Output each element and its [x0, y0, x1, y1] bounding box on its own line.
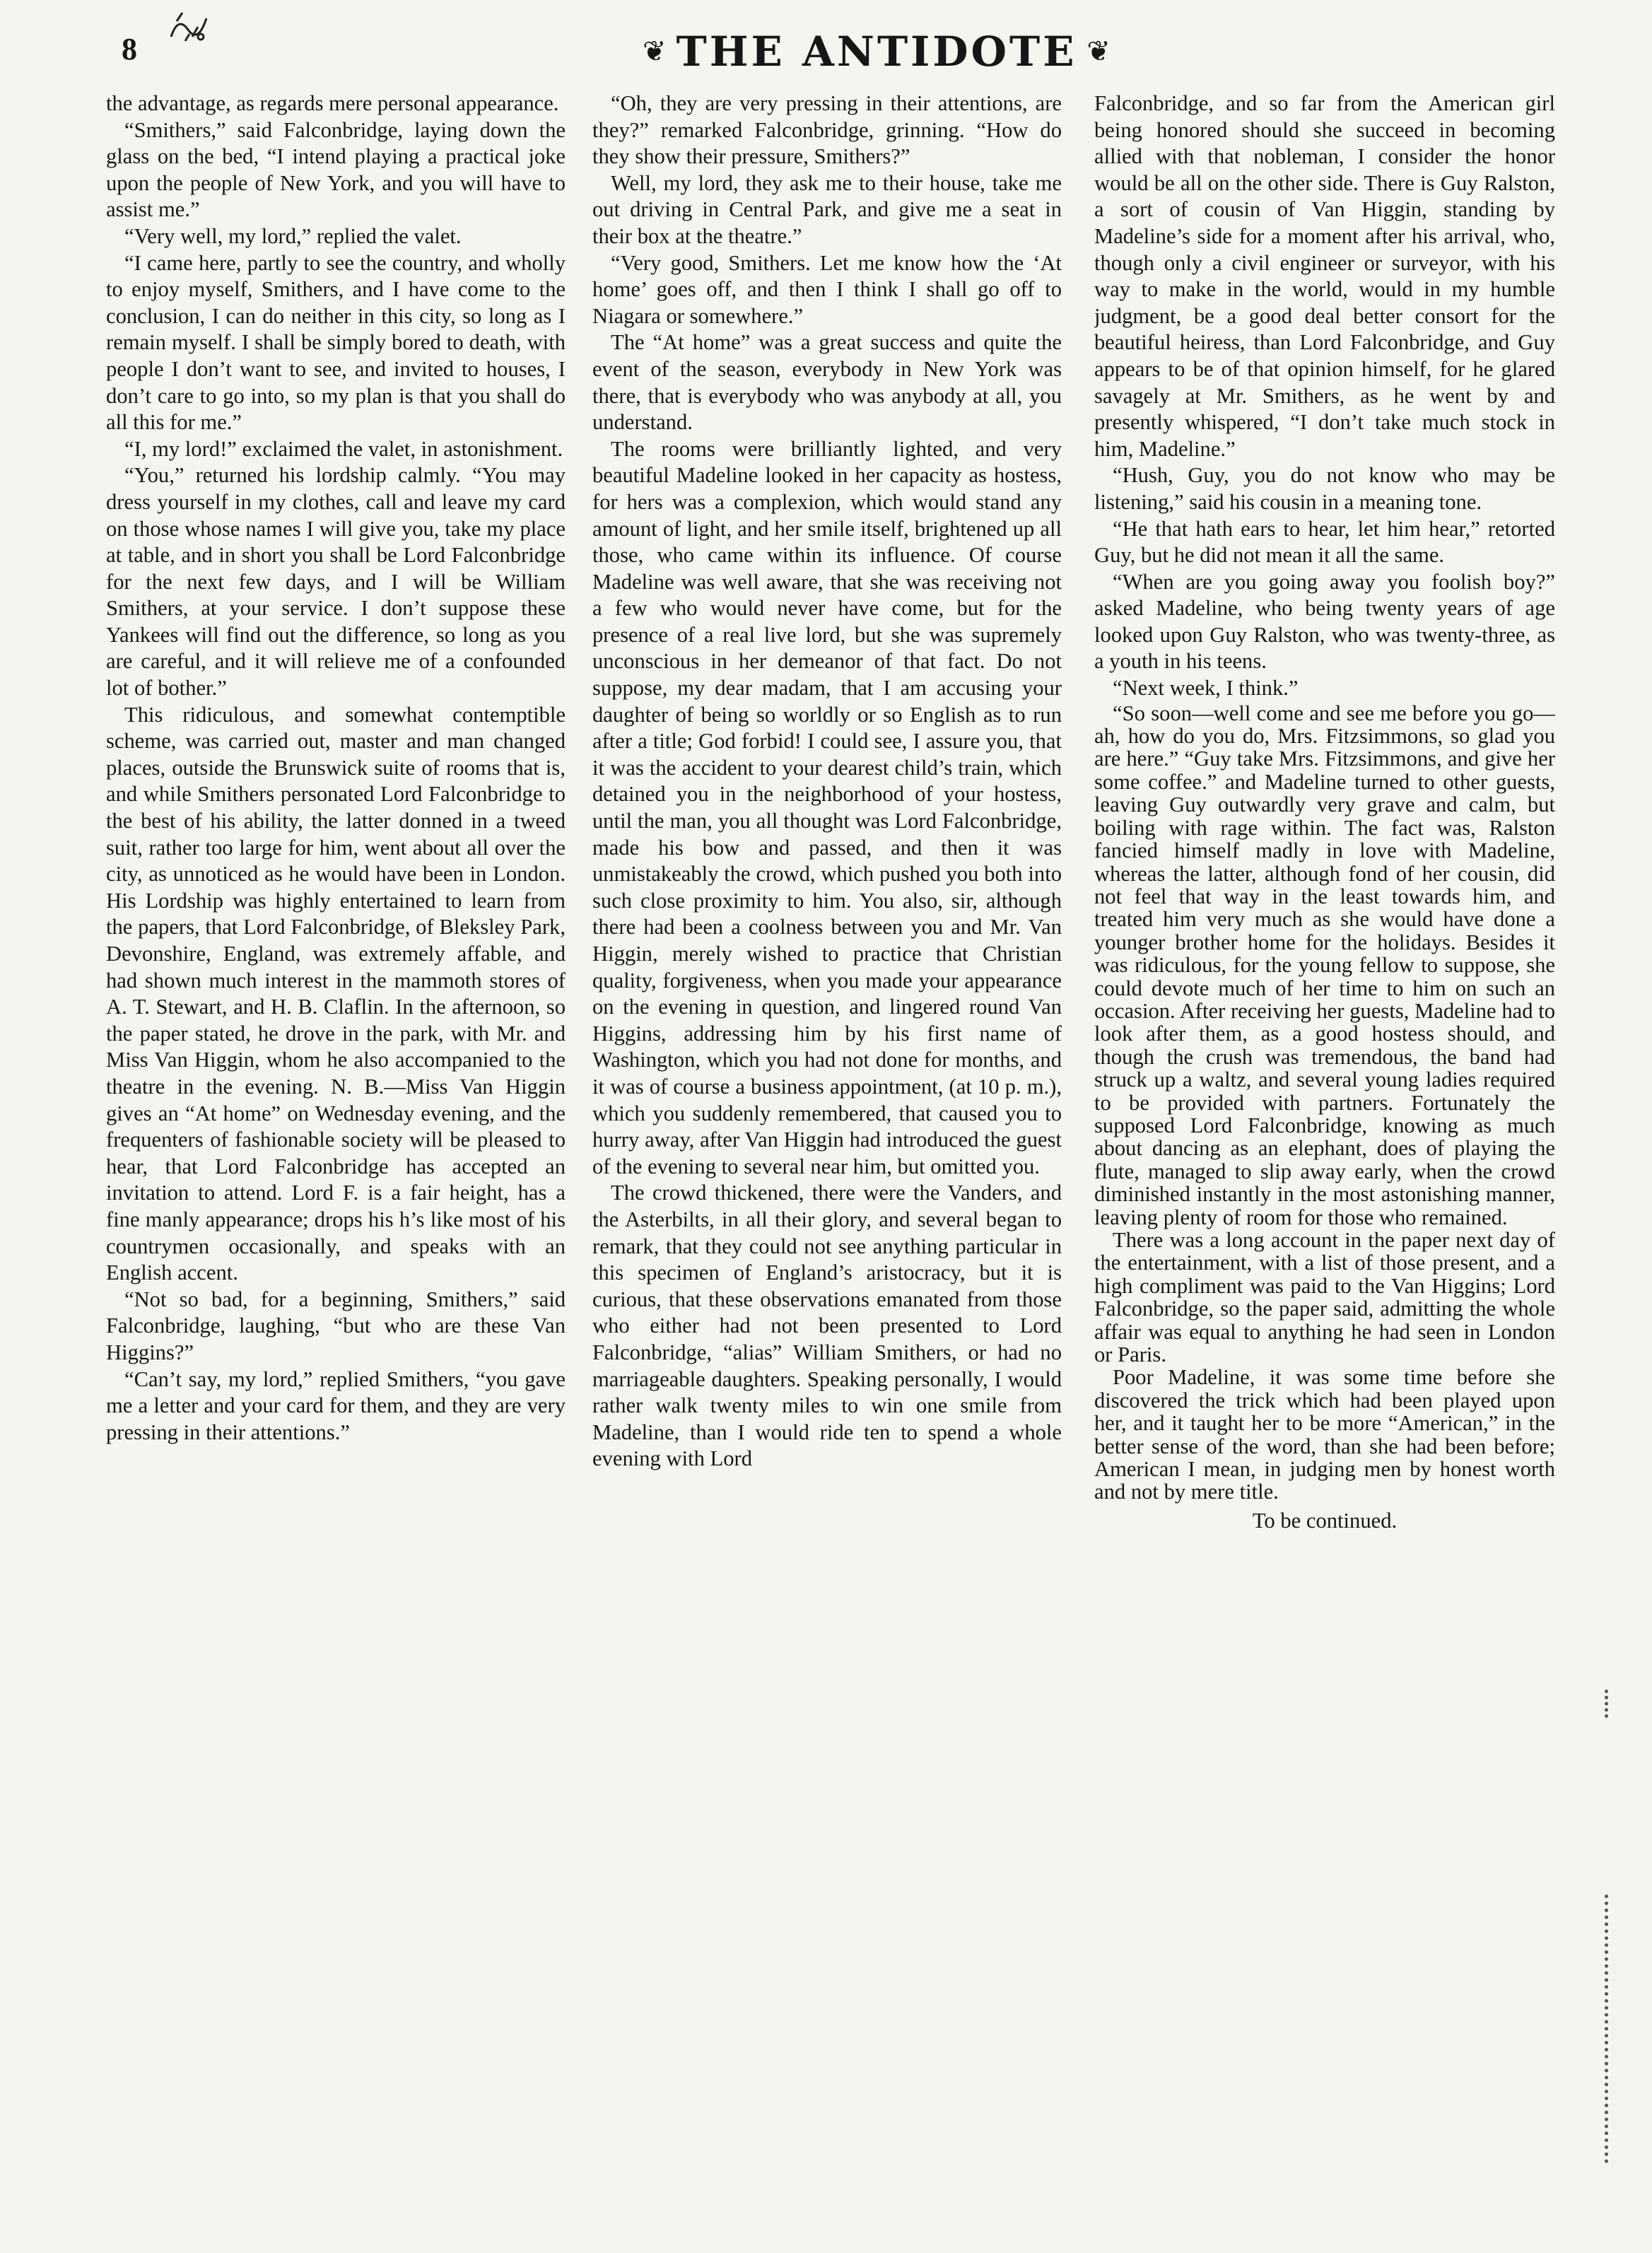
paragraph: “When are you going away you foolish boy?” asked Madeline, who being twenty years of age looked upon Guy Ralston, who was twenty-three, as a youth in his teens.	[1094, 569, 1555, 674]
paragraph: The rooms were brilliantly lighted, and very beautiful Madeline looked in her capacity as hostess, for hers was a complexion, which would stand any amount of light, and her smile itself, brightened up all those, who came within its influence. Of course Madeline was well aware, that she was receiving not a few who would never have come, but for the presence of a real live lord, but she was supremely unconscious in her demeanor of that fact. Do not suppose, my dear madam, that I am accusing your daughter of being so worldly or so English as to run after a title; God forbid! I could see, I assure you, that it was the accident to your dearest child’s train, which detained you in the neighborhood of your hostess, until the man, you all thought was Lord Falconbridge, made his bow and passed, and then it was unmistakeably the crowd, which pushed you both into such close proximity to him. You also, sir, although there had been a coolness between you and Mr. Van Higgin, merely wished to practice that Christian quality, forgiveness, when you made your appearance on the evening in question, and lingered round Van Higgins, addressing him by his first name of Washington, which you had not done for months, and it was of course a business appointment, (at 10 p. m.), which you suddenly remembered, that caused you to hurry away, after Van Higgin had introduced the guest of the evening to several near him, but omitted you.	[592, 436, 1062, 1178]
paragraph: “So soon—well come and see me before you go—ah, how do you do, Mrs. Fitzsimmons, so glad you are here.” “Guy take Mrs. Fitzsimmons, and give her some coffee.” and Madeline turned to other guests, leaving Guy outwardly very grave and calm, but boiling with rage within. The fact was, Ralston fancied himself madly in love with Madeline, whereas the latter, although fond of her cousin, did not feel that way in the least towards him, and treated him very much as she would have done a younger brother home for the holidays. Besides it was ridiculous, for the young fellow to suppose, she could devote much of her time to him on such an occasion. After receiving her guests, Madeline had to look after them, as a good hostess should, and though the crush was tremendous, the band had struck up a waltz, and several young ladies required to be provided with partners. Fortunately the supposed Lord Falconbridge, knowing as much about dancing as an elephant, does of playing the flute, managed to slip away early, when the crowd diminished instantly in the most astonishing manner, leaving plenty of room for those who remained.	[1094, 701, 1555, 1229]
paragraph: The “At home” was a great success and quite the event of the season, everybody in New York was there, that is everybody who was anybody at all, you understand.	[592, 330, 1062, 435]
page-number: 8	[122, 32, 137, 66]
paragraph: The crowd thickened, there were the Vanders, and the Asterbilts, in all their glory, and several began to remark, that they could not see anything particular in this specimen of England’s aristocracy, but it is curious, that these observations emanated from those who either had not been presented to Lord Falconbridge, “alias” William Smithers, or had no marriageable daughters. Speaking personally, I would rather walk twenty miles to win one smile from Madeline, than I would ride ten to spend a whole evening with Lord	[592, 1181, 1062, 1471]
masthead-ornament-left-icon: ❦	[643, 35, 667, 68]
paragraph: “Next week, I think.”	[1113, 676, 1299, 701]
paragraph: “Very good, Smithers. Let me know how the ‘At home’ goes off, and then I think I shall go off to Niagara or somewhere.”	[592, 250, 1062, 328]
text-column-1	[106, 90, 566, 2218]
paragraph: There was a long account in the paper next day of the entertainment, with a list of those present, and a high compliment was paid to the Van Higgins; Lord Falconbridge, so the paper said, admitting the whole affair was equal to anything he had seen in London or Paris.	[1094, 1228, 1555, 1367]
text-column-3	[1094, 90, 1555, 2218]
paragraph: “Smithers,” said Falconbridge, laying down the glass on the bed, “I intend playing a practical joke upon the people of New York, and you will have to assist me.”	[106, 117, 566, 222]
paragraph: “I, my lord!” exclaimed the valet, in astonishment.	[124, 436, 563, 461]
paragraph: “Oh, they are very pressing in their attentions, are they?” remarked Falconbridge, grinning. “How do they show their pressure, Smithers?”	[592, 91, 1062, 169]
masthead	[622, 28, 1131, 75]
paragraph: “I came here, partly to see the country, and wholly to enjoy myself, Smithers, and I have come to the conclusion, I can do neither in this city, so long as I remain myself. I shall be simply bored to death, with people I don’t want to see, and invited to houses, I don’t care to go into, so my plan is that you shall do all this for me.”	[106, 250, 566, 435]
text-column-2	[592, 90, 1062, 2218]
scan-edge-mark	[1605, 1895, 1627, 2163]
paragraph: “Not so bad, for a beginning, Smithers,” said Falconbridge, laughing, “but who are these Van Higgins?”	[106, 1287, 566, 1364]
continued-notice: To be continued.	[1252, 1508, 1398, 1533]
paragraph: the advantage, as regards mere personal appearance.	[106, 91, 559, 115]
printer-ornament-icon	[164, 8, 213, 48]
paragraph: Falconbridge, and so far from the American girl being honored should she succeed in becoming allied with that nobleman, I consider the honor would be all on the other side. There is Guy Ralston, a sort of cousin of Van Higgin, standing by Madeline’s side for a moment after his arrival, who, though only a civil engineer or surveyor, with his way to make in the world, would in my humble judgment, be a good deal better consort for the beautiful heiress, than Lord Falconbridge, and Guy appears to be of that opinion himself, for he glared savagely at Mr. Smithers, as he went by and presently whispered, “I don’t take much stock in him, Madeline.”	[1094, 91, 1555, 461]
paragraph: This ridiculous, and somewhat contemptible scheme, was carried out, master and man changed places, outside the Brunswick suite of rooms that is, and while Smithers personated Lord Falconbridge to the best of his ability, the latter donned in a tweed suit, rather too large for him, went about all over the city, as unnoticed as he would have been in London. His Lordship was highly entertained to learn from the papers, that Lord Falconbridge, of Bleksley Park, Devonshire, England, was extremely affable, and had shown much interest in the mammoth stores of A. T. Stewart, and H. B. Claflin. In the afternoon, so the paper stated, he drove in the park, with Mr. and Miss Van Higgin, whom he also accompanied to the theatre in the evening. N. B.—Miss Van Higgin gives an “At home” on Wednesday evening, and the frequenters of fashionable society will be pleased to hear, that Lord Falconbridge has accepted an invitation to attend. Lord F. is a fair height, has a fine manly appearance; drops his h’s like most of his countrymen occasionally, and speaks with an English accent.	[106, 702, 566, 1285]
paragraph: “Can’t say, my lord,” replied Smithers, “you gave me a letter and your card for them, and they are very pressing in their attentions.”	[106, 1367, 566, 1444]
publication-title: THE ANTIDOTE	[676, 28, 1077, 76]
masthead-ornament-right-icon: ❦	[1086, 35, 1111, 68]
paragraph: Well, my lord, they ask me to their house, take me out driving in Central Park, and give me a seat in their box at the theatre.”	[592, 170, 1062, 248]
paragraph: “You,” returned his lordship calmly. “You may dress yourself in my clothes, call and leave my card on those whose names I will give you, take my place at table, and in short you shall be Lord Falconbridge for the next few days, and I will be William Smithers, at your service. I don’t suppose these Yankees will find out the difference, so long as you are careful, and it will relieve me of a confounded lot of bother.”	[106, 463, 566, 701]
paragraph: “He that hath ears to hear, let him hear,” retorted Guy, but he did not mean it all the same.	[1094, 516, 1555, 568]
scan-edge-mark	[1605, 1690, 1627, 1718]
paragraph: Poor Madeline, it was some time before she discovered the trick which had been played upon her, and it taught her to be more “American,” in the better sense of the word, than she had been before; American I mean, in judging men by honest worth and not by mere title.	[1094, 1365, 1555, 1504]
paragraph: “Very well, my lord,” replied the valet.	[124, 223, 462, 248]
paragraph: “Hush, Guy, you do not know who may be listening,” said his cousin in a meaning tone.	[1094, 463, 1555, 514]
